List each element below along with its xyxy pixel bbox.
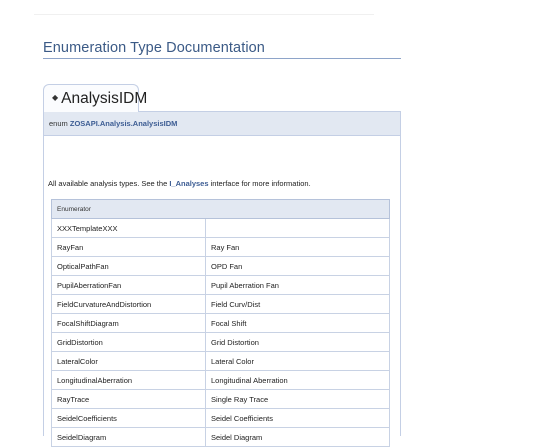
enumerator-description: OPD Fan xyxy=(206,257,390,276)
table-row xyxy=(52,371,390,390)
i-analyses-link[interactable]: I_Analyses xyxy=(169,179,209,188)
enumerator-description xyxy=(206,219,390,238)
enumerator-name: LongitudinalAberration xyxy=(52,371,206,390)
top-divider xyxy=(34,14,374,15)
enum-prototype xyxy=(43,111,401,136)
enumerator-description: Grid Distortion xyxy=(206,333,390,352)
enumerator-name: FocalShiftDiagram xyxy=(52,314,206,333)
enumerator-description: Lateral Color xyxy=(206,352,390,371)
enumerator-table-body xyxy=(52,219,390,447)
table-header-row xyxy=(52,200,390,219)
enumerator-name: SeidelDiagram xyxy=(52,428,206,447)
table-row xyxy=(52,219,390,238)
table-row xyxy=(52,238,390,257)
enumerator-name: RayTrace xyxy=(52,390,206,409)
section-title: Enumeration Type Documentation xyxy=(43,40,265,56)
section-title-underline xyxy=(43,58,401,59)
table-row xyxy=(52,390,390,409)
enumerator-name: RayFan xyxy=(52,238,206,257)
table-row xyxy=(52,257,390,276)
enumerator-description: Longitudinal Aberration xyxy=(206,371,390,390)
enumerator-description: Seidel Diagram xyxy=(206,428,390,447)
table-row xyxy=(52,295,390,314)
table-row xyxy=(52,314,390,333)
enumerator-name: XXXTemplateXXX xyxy=(52,219,206,238)
enumerator-name: FieldCurvatureAndDistortion xyxy=(52,295,206,314)
table-row xyxy=(52,352,390,371)
enumerator-header: Enumerator xyxy=(52,200,390,219)
enumerator-description: Pupil Aberration Fan xyxy=(206,276,390,295)
table-row xyxy=(52,428,390,447)
enumerator-description: Seidel Coefficients xyxy=(206,409,390,428)
enumerator-name: OpticalPathFan xyxy=(52,257,206,276)
enumerator-name: SeidelCoefficients xyxy=(52,409,206,428)
enum-title-tab xyxy=(43,84,148,112)
enumerator-description: Single Ray Trace xyxy=(206,390,390,409)
enumerator-description: Field Curv/Dist xyxy=(206,295,390,314)
enum-description xyxy=(48,179,311,188)
description-text-after: interface for more information. xyxy=(208,179,311,188)
enumerator-name: PupilAberrationFan xyxy=(52,276,206,295)
description-text-before: All available analysis types. See the xyxy=(48,179,170,188)
table-row xyxy=(52,276,390,295)
enum-title: AnalysisIDM xyxy=(61,90,148,107)
enumerator-name: GridDistortion xyxy=(52,333,206,352)
prototype-keyword: enum xyxy=(49,119,70,128)
table-row xyxy=(52,333,390,352)
diamond-bullet-icon: ◆ xyxy=(52,93,59,102)
prototype-qualified-name[interactable]: ZOSAPI.Analysis.AnalysisIDM xyxy=(69,119,178,128)
enumerator-description: Ray Fan xyxy=(206,238,390,257)
enumerator-table xyxy=(51,199,390,447)
enumerator-description: Focal Shift xyxy=(206,314,390,333)
enumerator-name: LateralColor xyxy=(52,352,206,371)
table-row xyxy=(52,409,390,428)
